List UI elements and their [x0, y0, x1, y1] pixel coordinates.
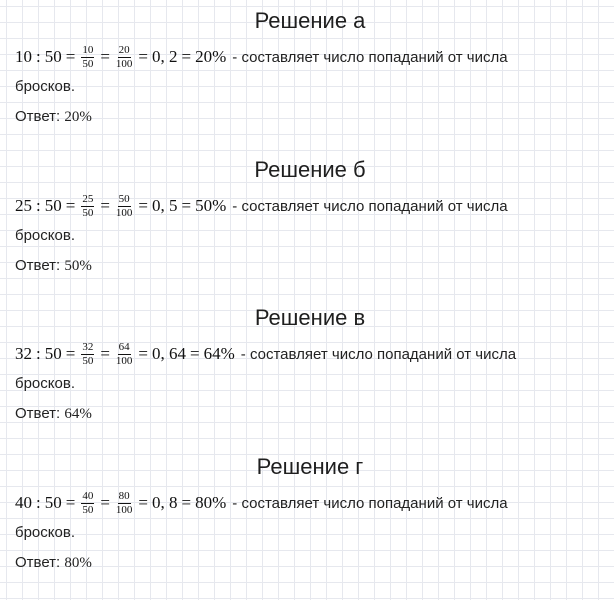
- equals-sign: =: [100, 344, 110, 363]
- fraction-numerator: 40: [82, 489, 94, 502]
- percent-value: 20%: [195, 47, 227, 66]
- fraction-numerator: 80: [118, 489, 130, 502]
- answer-value: 64%: [64, 406, 92, 422]
- answer-line: [15, 405, 92, 423]
- answer-label: Ответ:: [15, 405, 65, 422]
- divisor: 50: [44, 493, 62, 512]
- divisor: 50: [44, 196, 62, 215]
- fraction-numerator: 25: [82, 192, 94, 205]
- equals-sign: =: [65, 47, 76, 66]
- equation-line: [15, 191, 508, 221]
- fraction-numerator: 64: [118, 340, 130, 353]
- fraction-denominator: 100: [115, 503, 133, 516]
- equals-sign: =: [65, 344, 76, 363]
- section-title: Решение а: [254, 8, 366, 33]
- equals-sign: =: [181, 493, 192, 512]
- fraction: [116, 491, 133, 516]
- equals-sign: =: [181, 47, 192, 66]
- fraction-denominator: 50: [82, 57, 94, 70]
- fraction: [116, 45, 133, 70]
- answer-label: Ответ:: [15, 554, 65, 571]
- divisor: 50: [44, 47, 62, 66]
- equals-sign: =: [138, 344, 149, 363]
- fraction: [81, 491, 94, 516]
- percent-value: 64%: [203, 344, 235, 363]
- equation-line: [15, 339, 516, 369]
- equals-sign: =: [100, 196, 110, 215]
- fraction-numerator: 10: [82, 43, 94, 56]
- fraction: [116, 342, 133, 367]
- equals-sign: =: [190, 344, 200, 363]
- equals-sign: =: [138, 196, 149, 215]
- colon-sign: :: [36, 344, 41, 363]
- dividend: 40: [15, 493, 32, 512]
- fraction: [81, 342, 94, 367]
- divisor: 50: [44, 344, 62, 363]
- decimal-value: 0, 8: [152, 493, 178, 512]
- answer-value: 20%: [64, 109, 92, 125]
- fraction-numerator: 50: [118, 192, 130, 205]
- section-title: Решение г: [256, 454, 364, 479]
- equation: [15, 491, 226, 516]
- fraction: [116, 194, 133, 219]
- dividend: 25: [15, 196, 32, 215]
- answer-label: Ответ:: [15, 108, 65, 125]
- fraction-denominator: 100: [115, 57, 133, 70]
- fraction: [81, 45, 94, 70]
- dividend: 32: [15, 344, 32, 363]
- fraction-denominator: 100: [115, 206, 133, 219]
- dividend: 10: [15, 47, 32, 66]
- equals-sign: =: [100, 493, 110, 512]
- equals-sign: =: [65, 196, 76, 215]
- solution-section-a: [0, 8, 614, 125]
- answer-line: [15, 257, 92, 275]
- equals-sign: =: [65, 493, 76, 512]
- answer-line: [15, 554, 92, 572]
- answer-label: Ответ:: [15, 257, 65, 274]
- description-continuation: бросков.: [15, 78, 75, 95]
- answer-value: 50%: [64, 258, 92, 274]
- fraction-numerator: 20: [118, 43, 130, 56]
- section-title: Решение б: [254, 157, 366, 182]
- solution-section-v: [0, 305, 614, 422]
- fraction: [81, 194, 94, 219]
- solution-section-g: [0, 454, 614, 571]
- description-text: - составляет число попаданий от числа: [232, 494, 508, 512]
- answer-value: 80%: [64, 555, 92, 571]
- decimal-value: 0, 64: [152, 344, 187, 363]
- description-text: - составляет число попаданий от числа: [232, 197, 508, 215]
- equation: [15, 342, 235, 367]
- colon-sign: :: [36, 196, 41, 215]
- section-title: Решение в: [254, 305, 366, 330]
- colon-sign: :: [36, 47, 41, 66]
- decimal-value: 0, 5: [152, 196, 178, 215]
- fraction-denominator: 50: [82, 354, 94, 367]
- fraction-denominator: 50: [82, 206, 94, 219]
- fraction-denominator: 50: [82, 503, 94, 516]
- equation-line: [15, 488, 508, 518]
- fraction-numerator: 32: [82, 340, 94, 353]
- equals-sign: =: [138, 47, 149, 66]
- equals-sign: =: [138, 493, 149, 512]
- equation: [15, 194, 226, 219]
- description-text: - составляет число попаданий от числа: [232, 48, 508, 66]
- equals-sign: =: [100, 47, 110, 66]
- percent-value: 50%: [195, 196, 227, 215]
- decimal-value: 0, 2: [152, 47, 178, 66]
- percent-value: 80%: [195, 493, 227, 512]
- equation-line: [15, 42, 508, 72]
- equation: [15, 45, 226, 70]
- description-continuation: бросков.: [15, 524, 75, 541]
- answer-line: [15, 108, 92, 126]
- description-continuation: бросков.: [15, 227, 75, 244]
- equals-sign: =: [181, 196, 192, 215]
- description-continuation: бросков.: [15, 375, 75, 392]
- solution-section-b: [0, 157, 614, 274]
- fraction-denominator: 100: [115, 354, 133, 367]
- description-text: - составляет число попаданий от числа: [240, 345, 517, 363]
- colon-sign: :: [36, 493, 41, 512]
